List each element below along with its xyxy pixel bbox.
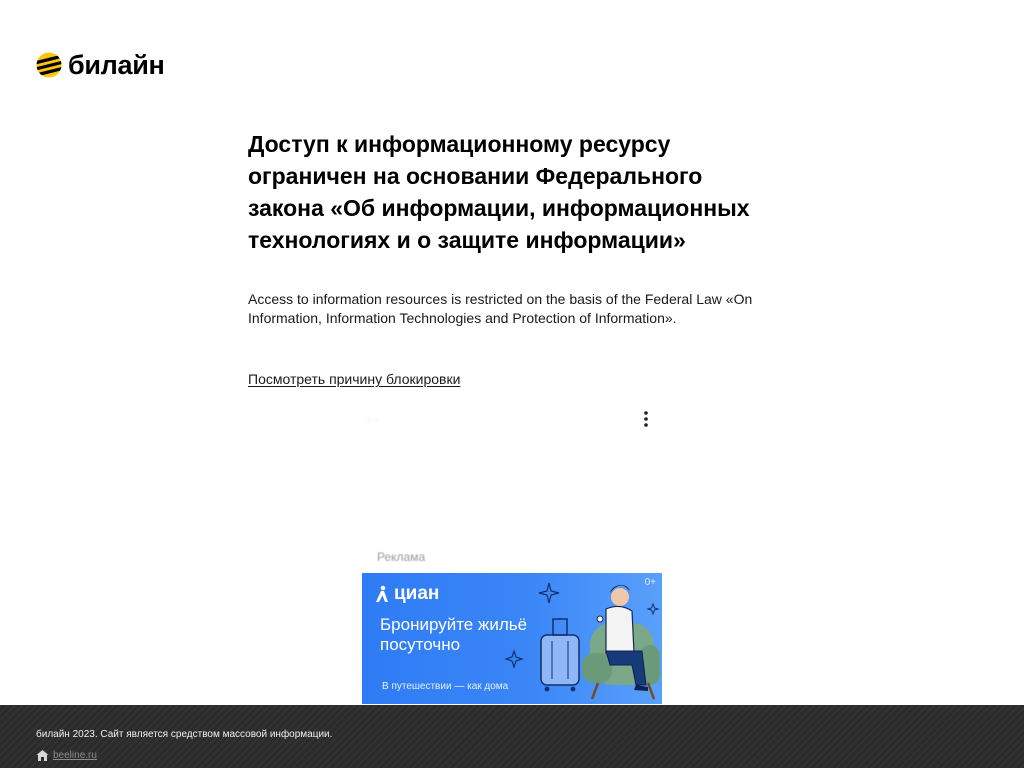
ad-tagline: В путешествии — как дома [382,681,509,692]
home-icon [36,749,49,762]
notice-title: Доступ к информационному ресурсу ограничен на основании Федерального закона «Об информации, информационных технологиях и о защите информации» [248,131,750,253]
block-notice [248,128,778,328]
footer-link-text: beeline.ru [53,750,97,761]
beeline-stripes-icon [36,52,62,78]
ad-illustration [502,573,662,704]
brand-name: билайн [68,50,165,80]
ad-brand [374,583,439,605]
cian-logo-icon [374,585,390,603]
notice-subtitle-en: Access to information resources is restricted on the basis of the Federal Law «On Information, Information Technologies and Protection of Information». [248,291,753,326]
vertical-dots-icon[interactable] [639,409,653,431]
ad-brand-name: циан [394,583,440,604]
ad-banner[interactable] [362,573,662,704]
block-reason-link[interactable]: Посмотреть причину блокировки [248,371,461,387]
ad-blurred-placeholder: · · [367,412,379,426]
ad-label: Реклама [377,550,426,564]
beeline-logo[interactable] [36,50,165,80]
ad-age-rating: 0+ [644,577,656,588]
ad-block [362,404,662,704]
site-footer [0,705,1024,768]
footer-home-link[interactable] [36,749,97,762]
footer-copyright: билайн 2023. Сайт является средством массовой информации. [36,729,333,740]
ad-headline: Бронируйте жильё посуточно [380,615,528,654]
